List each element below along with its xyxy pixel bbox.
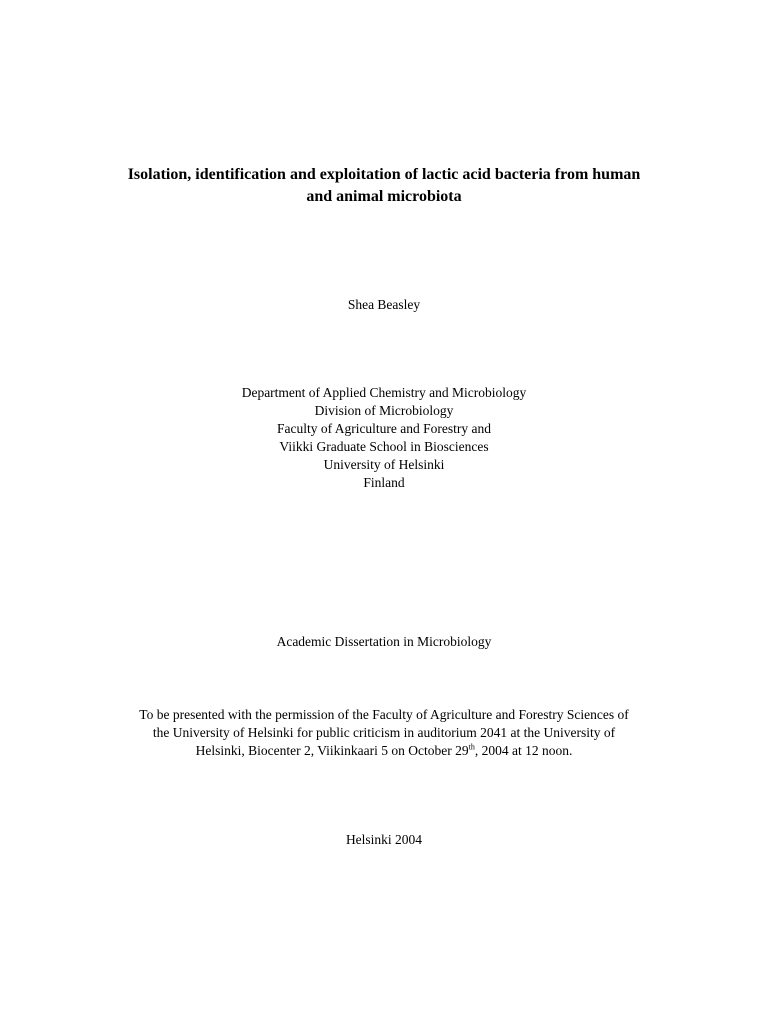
presentation-statement <box>60 706 708 760</box>
author-name: Shea Beasley <box>347 297 421 312</box>
affiliation-faculty: Faculty of Agriculture and Forestry and <box>276 421 492 436</box>
city-year: Helsinki 2004 <box>345 832 423 847</box>
presentation-line-3-start: Helsinki, Biocenter 2, Viikinkaari 5 on October 29 <box>195 743 469 758</box>
title-line-2: and animal microbiota <box>306 188 462 205</box>
affiliation-country: Finland <box>363 475 405 490</box>
presentation-line-1: To be presented with the permission of the Faculty of Agriculture and Forestry Sciences of <box>139 707 629 722</box>
title-line-1: Isolation, identification and exploitation of lactic acid bacteria from human <box>127 166 641 183</box>
document-title <box>60 164 708 208</box>
affiliation-division: Division of Microbiology <box>314 403 454 418</box>
affiliation-block <box>60 384 708 492</box>
presentation-ordinal-suffix: th <box>468 742 475 752</box>
affiliation-graduate-school: Viikki Graduate School in Biosciences <box>279 439 489 454</box>
affiliation-department: Department of Applied Chemistry and Microbiology <box>241 385 527 400</box>
presentation-line-2: the University of Helsinki for public criticism in auditorium 2041 at the University of <box>152 725 616 740</box>
presentation-line-3 <box>60 742 708 760</box>
dissertation-type: Academic Dissertation in Microbiology <box>276 634 492 649</box>
affiliation-university: University of Helsinki <box>323 457 445 472</box>
presentation-line-3-end: , 2004 at 12 noon. <box>474 743 573 758</box>
